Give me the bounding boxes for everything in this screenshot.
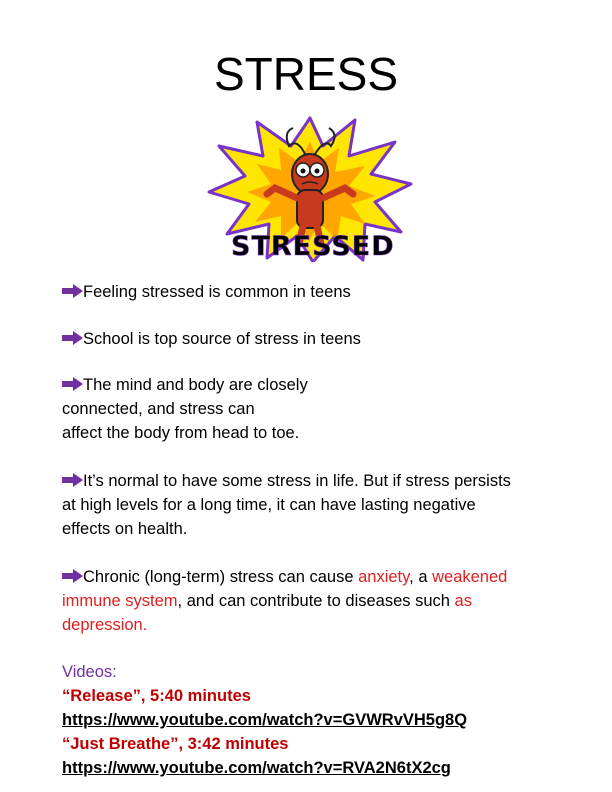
highlight-anxiety: anxiety [358, 568, 410, 586]
highlight-immune-system: immune system [62, 592, 178, 610]
svg-text:STRESSED: STRESSED [231, 231, 395, 262]
highlight-as: as [454, 592, 472, 610]
bullet-2: School is top source of stress in teens [62, 327, 574, 351]
highlight-weakened: weakened [432, 568, 508, 586]
arrow-bullet-icon [62, 331, 83, 345]
page-title: STRESS [213, 48, 399, 100]
arrow-bullet-icon [62, 473, 83, 487]
video-link-release[interactable]: https://www.youtube.com/watch?v=GVWRvVH5g8Q [62, 711, 468, 729]
bullet-1: Feeling stressed is common in teens [62, 280, 574, 304]
video-title-release: “Release”, 5:40 minutes [62, 687, 251, 705]
video-link-just-breathe[interactable]: https://www.youtube.com/watch?v=RVA2N6tX2cg [62, 759, 451, 777]
videos-heading: Videos: [62, 663, 117, 681]
bullet-3: The mind and body are closely connected, and stress can affect the body from head to toe. [62, 376, 308, 442]
arrow-bullet-icon [62, 284, 83, 298]
videos-section [62, 660, 574, 780]
stressed-cartoon-image [205, 112, 415, 262]
arrow-bullet-icon [62, 569, 83, 583]
bullet-5: Chronic (long-term) stress can cause anxiety, a weakened immune system, and can contribute to diseases such as depression. [62, 568, 508, 634]
arrow-bullet-icon [62, 377, 83, 391]
bullet-4: It’s normal to have some stress in life. But if stress persists at high levels for a long time, it can have lasting negative effects on health. [62, 472, 511, 538]
highlight-depression: depression. [62, 616, 148, 634]
video-title-just-breathe: “Just Breathe”, 3:42 minutes [62, 735, 289, 753]
